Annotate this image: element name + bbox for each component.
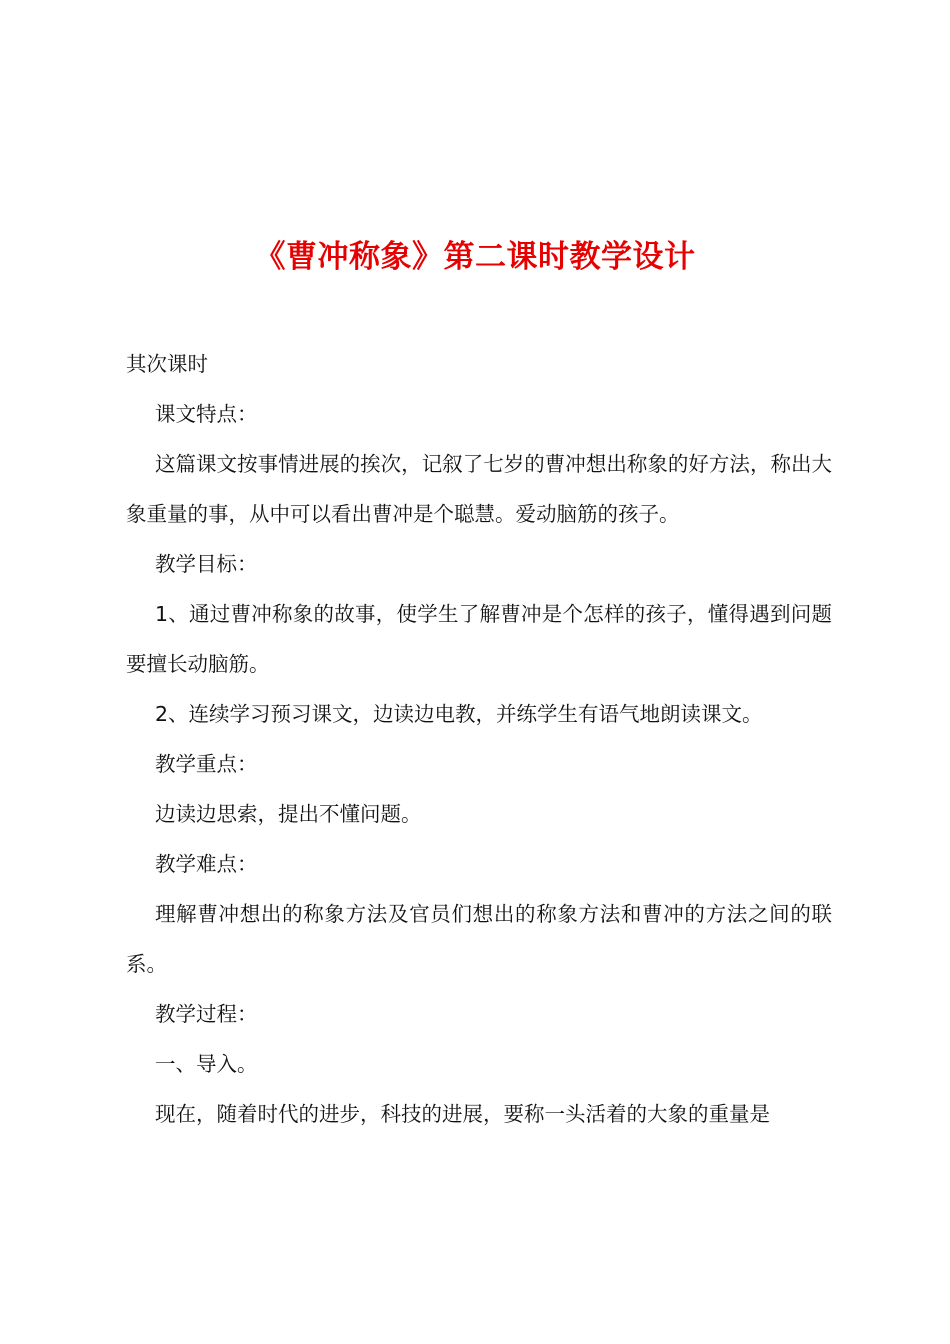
document-body — [126, 339, 832, 1139]
paragraph-text-features-heading: 课文特点： — [155, 402, 258, 426]
paragraph-key-points: 边读边思索，提出不懂问题。 — [155, 802, 422, 826]
paragraph-text-features: 这篇课文按事情进展的挨次，记叙了七岁的曹冲想出称象的好方法，称出大象重量的事，从中可以看出曹冲是个聪慧。爱动脑筋的孩子。 — [126, 452, 832, 526]
paragraph-introduction-heading: 一、导入。 — [155, 1052, 258, 1076]
paragraph-key-points-heading: 教学重点： — [155, 752, 258, 776]
document-title: 《曹冲称象》第二课时教学设计 — [254, 238, 696, 275]
paragraph-lesson-label: 其次课时 — [126, 352, 208, 376]
paragraph-objective-2: 2、连续学习预习课文，边读边电教，并练学生有语气地朗读课文。 — [155, 702, 763, 726]
paragraph-difficulties-heading: 教学难点： — [155, 852, 258, 876]
paragraph-difficulties: 理解曹冲想出的称象方法及官员们想出的称象方法和曹冲的方法之间的联系。 — [126, 902, 832, 976]
paragraph-objective-1: 1、通过曹冲称象的故事，使学生了解曹冲是个怎样的孩子，懂得遇到问题要擅长动脑筋。 — [126, 602, 832, 676]
paragraph-process-heading: 教学过程： — [155, 1002, 258, 1026]
paragraph-objectives-heading: 教学目标： — [155, 552, 258, 576]
paragraph-introduction: 现在，随着时代的进步，科技的进展，要称一头活着的大象的重量是 — [155, 1102, 770, 1126]
